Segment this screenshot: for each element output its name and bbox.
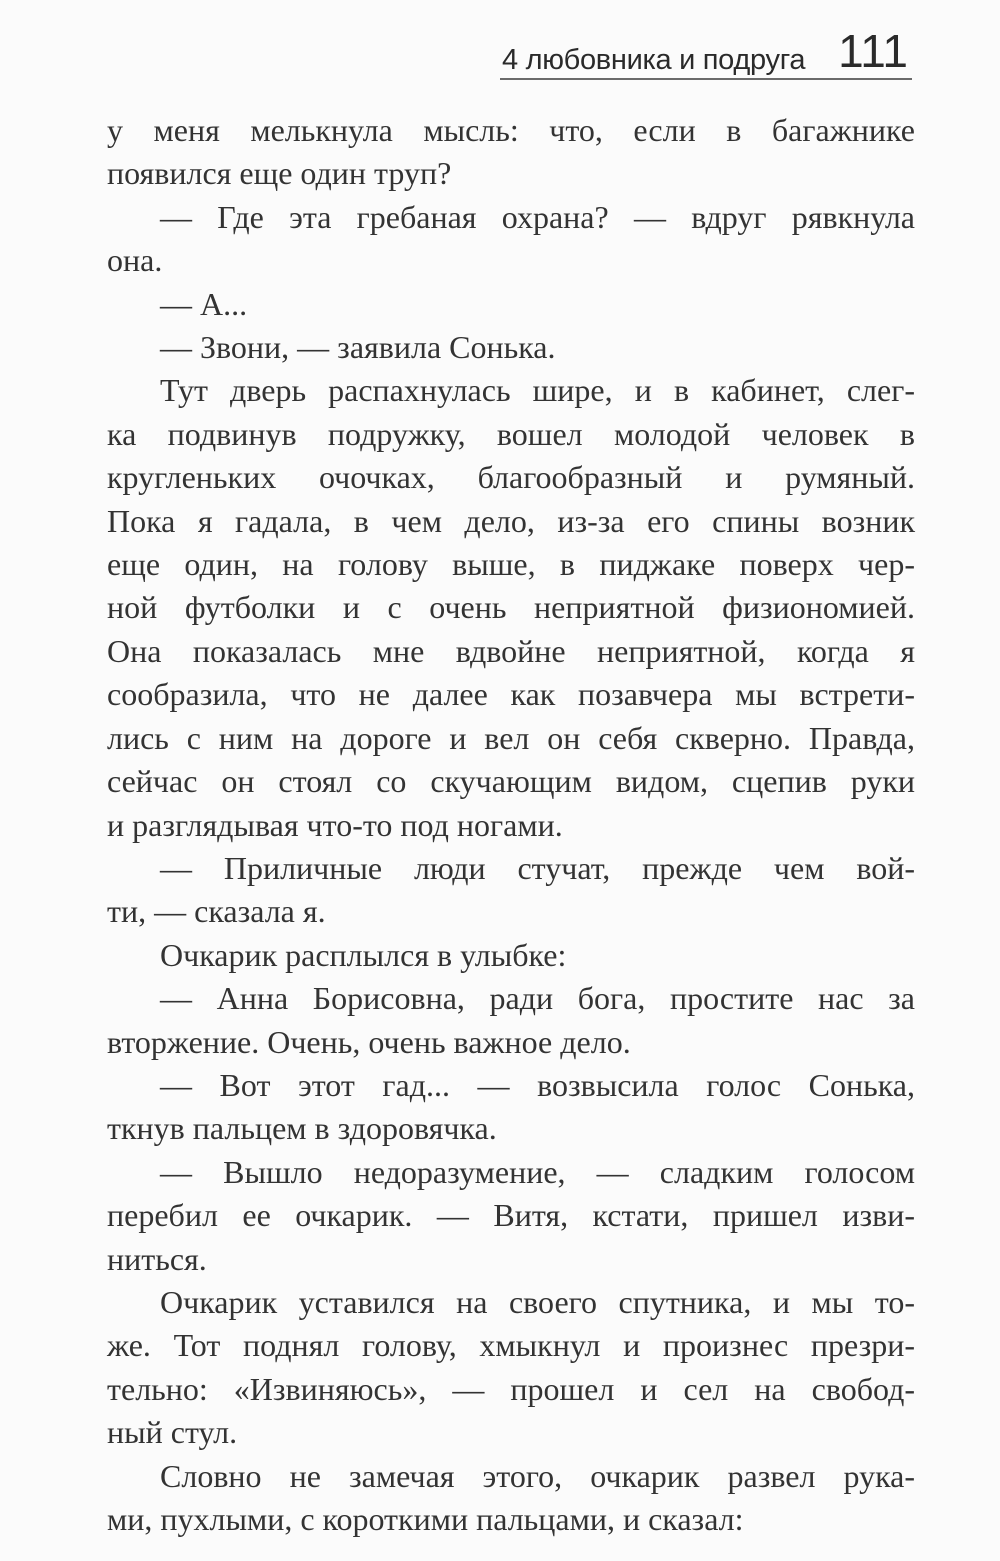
text-line: вторжение. Очень, очень важное дело. [107, 1023, 631, 1060]
text-line: Она показалась мне вдвойне неприятной, когда я [107, 632, 915, 669]
text-line: — Анна Борисовна, ради бога, простите нас за [160, 980, 915, 1017]
text-line: — А... [160, 285, 248, 322]
text-line: ти, — сказала я. [107, 893, 326, 930]
text-line: ниться. [107, 1240, 207, 1277]
text-line: Пока я гадала, в чем дело, из-за его спины возник [107, 502, 915, 539]
text-line: Очкарик уставился на своего спутника, и мы то- [160, 1283, 915, 1320]
text-line: — Где эта гребаная охрана? — вдруг рявкнула [160, 198, 915, 235]
text-line: Тут дверь распахнулась шире, и в кабинет, слег- [160, 372, 915, 409]
text-line: — Вышло недоразумение, — сладким голосом [160, 1153, 915, 1190]
text-line: сейчас он стоял со скучающим видом, сцепив руки [107, 763, 915, 800]
text-line: тельно: «Извиняюсь», — прошел и сел на свобод- [107, 1370, 915, 1407]
running-header [500, 22, 912, 80]
text-line: она. [107, 242, 163, 279]
text-line: — Приличные люди стучат, прежде чем вой- [160, 849, 915, 886]
text-line: перебил ее очкарик. — Витя, кстати, пришел изви- [107, 1197, 915, 1234]
text-line: ткнув пальцем в здоровячка. [107, 1110, 497, 1147]
running-title: 4 любовника и подруга [502, 44, 806, 76]
text-line: еще один, на голову выше, в пиджаке поверх чер- [107, 546, 915, 583]
text-line: сообразила, что не далее как позавчера мы встрети- [107, 676, 915, 713]
text-line: же. Тот поднял голову, хмыкнул и произнес презри- [107, 1327, 915, 1364]
text-line: появился еще один труп? [107, 155, 452, 192]
body-text [107, 109, 915, 1541]
text-line: ка подвинув подружку, вошел молодой человек в [107, 415, 915, 452]
text-line: Словно не замечая этого, очкарик развел рука- [160, 1457, 915, 1494]
text-line: лись с ним на дороге и вел он себя скверно. Правда, [107, 719, 915, 756]
text-line: ной футболки и с очень неприятной физиономией. [107, 589, 915, 626]
page-number: 111 [838, 25, 908, 77]
text-line: ми, пухлыми, с короткими пальцами, и сказал: [107, 1501, 744, 1537]
text-line: — Вот этот гад... — возвысила голос Сонька, [160, 1066, 915, 1103]
text-line: и разглядывая что-то под ногами. [107, 806, 563, 843]
text-line: — Звони, — заявила Сонька. [160, 329, 556, 366]
text-line: ный стул. [107, 1414, 238, 1451]
text-line: Очкарик расплылся в улыбке: [160, 936, 567, 973]
text-line: у меня мелькнула мысль: что, если в багажнике [107, 112, 915, 148]
text-line: кругленьких очочках, благообразный и румяный. [107, 459, 915, 496]
